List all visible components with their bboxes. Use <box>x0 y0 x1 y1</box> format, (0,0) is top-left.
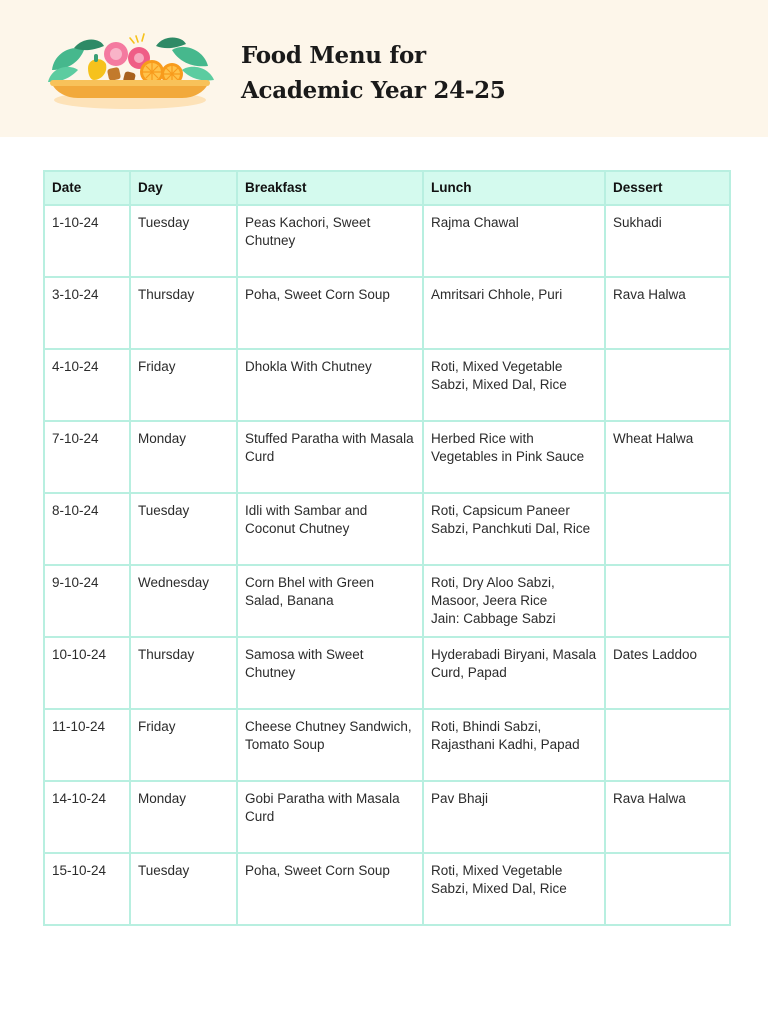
date-cell: 14-10-24 <box>44 781 130 853</box>
table-row <box>44 853 730 925</box>
lunch-cell: Hyderabadi Biryani, Masala Curd, Papad <box>423 637 605 709</box>
lunch-cell: Rajma Chawal <box>423 205 605 277</box>
dessert-cell: Rava Halwa <box>605 277 730 349</box>
breakfast-cell: Cheese Chutney Sandwich, Tomato Soup <box>237 709 423 781</box>
lunch-text: Roti, Dry Aloo Sabzi, Masoor, Jeera Rice <box>431 575 555 608</box>
table-row <box>44 637 730 709</box>
lunch-cell <box>423 565 605 637</box>
column-header-lunch: Lunch <box>423 171 605 205</box>
date-cell: 10-10-24 <box>44 637 130 709</box>
table-row <box>44 349 730 421</box>
dessert-cell: Rava Halwa <box>605 781 730 853</box>
dessert-cell <box>605 493 730 565</box>
header-band <box>0 0 768 137</box>
dessert-cell: Sukhadi <box>605 205 730 277</box>
date-cell: 9-10-24 <box>44 565 130 637</box>
date-cell: 1-10-24 <box>44 205 130 277</box>
dessert-cell <box>605 565 730 637</box>
date-cell: 15-10-24 <box>44 853 130 925</box>
date-cell: 7-10-24 <box>44 421 130 493</box>
lunch-cell: Roti, Capsicum Paneer Sabzi, Panchkuti Dal, Rice <box>423 493 605 565</box>
day-cell: Tuesday <box>130 853 237 925</box>
lunch-cell: Herbed Rice with Vegetables in Pink Sauce <box>423 421 605 493</box>
table-row <box>44 205 730 277</box>
column-header-breakfast: Breakfast <box>237 171 423 205</box>
date-cell: 4-10-24 <box>44 349 130 421</box>
table-row <box>44 493 730 565</box>
breakfast-cell: Idli with Sambar and Coconut Chutney <box>237 493 423 565</box>
breakfast-cell: Poha, Sweet Corn Soup <box>237 277 423 349</box>
dessert-cell <box>605 349 730 421</box>
day-cell: Thursday <box>130 277 237 349</box>
jain-option-note: Jain: Cabbage Sabzi <box>431 611 556 626</box>
day-cell: Monday <box>130 421 237 493</box>
column-header-day: Day <box>130 171 237 205</box>
day-cell: Wednesday <box>130 565 237 637</box>
dessert-cell: Dates Laddoo <box>605 637 730 709</box>
food-plate-logo <box>44 30 216 112</box>
date-cell: 8-10-24 <box>44 493 130 565</box>
page-title <box>241 38 506 108</box>
dessert-cell: Wheat Halwa <box>605 421 730 493</box>
page-title-line-1: Food Menu for <box>241 42 426 69</box>
date-cell: 3-10-24 <box>44 277 130 349</box>
dessert-cell <box>605 853 730 925</box>
breakfast-cell: Peas Kachori, Sweet Chutney <box>237 205 423 277</box>
column-header-dessert: Dessert <box>605 171 730 205</box>
day-cell: Monday <box>130 781 237 853</box>
breakfast-cell: Stuffed Paratha with Masala Curd <box>237 421 423 493</box>
lunch-cell: Roti, Mixed Vegetable Sabzi, Mixed Dal, Rice <box>423 853 605 925</box>
lunch-cell: Pav Bhaji <box>423 781 605 853</box>
dessert-cell <box>605 709 730 781</box>
lunch-cell: Roti, Mixed Vegetable Sabzi, Mixed Dal, Rice <box>423 349 605 421</box>
day-cell: Friday <box>130 349 237 421</box>
day-cell: Friday <box>130 709 237 781</box>
breakfast-cell: Poha, Sweet Corn Soup <box>237 853 423 925</box>
lunch-cell: Roti, Bhindi Sabzi, Rajasthani Kadhi, Papad <box>423 709 605 781</box>
table-row <box>44 781 730 853</box>
breakfast-cell: Gobi Paratha with Masala Curd <box>237 781 423 853</box>
day-cell: Thursday <box>130 637 237 709</box>
table-row <box>44 565 730 637</box>
breakfast-cell: Dhokla With Chutney <box>237 349 423 421</box>
date-cell: 11-10-24 <box>44 709 130 781</box>
day-cell: Tuesday <box>130 205 237 277</box>
lunch-cell: Amritsari Chhole, Puri <box>423 277 605 349</box>
table-row <box>44 277 730 349</box>
column-header-date: Date <box>44 171 130 205</box>
food-menu-table <box>43 170 731 926</box>
page-title-line-2: Academic Year 24-25 <box>241 77 506 104</box>
table-row <box>44 709 730 781</box>
table-header-row <box>44 171 730 205</box>
breakfast-cell: Samosa with Sweet Chutney <box>237 637 423 709</box>
breakfast-cell: Corn Bhel with Green Salad, Banana <box>237 565 423 637</box>
table-row <box>44 421 730 493</box>
day-cell: Tuesday <box>130 493 237 565</box>
